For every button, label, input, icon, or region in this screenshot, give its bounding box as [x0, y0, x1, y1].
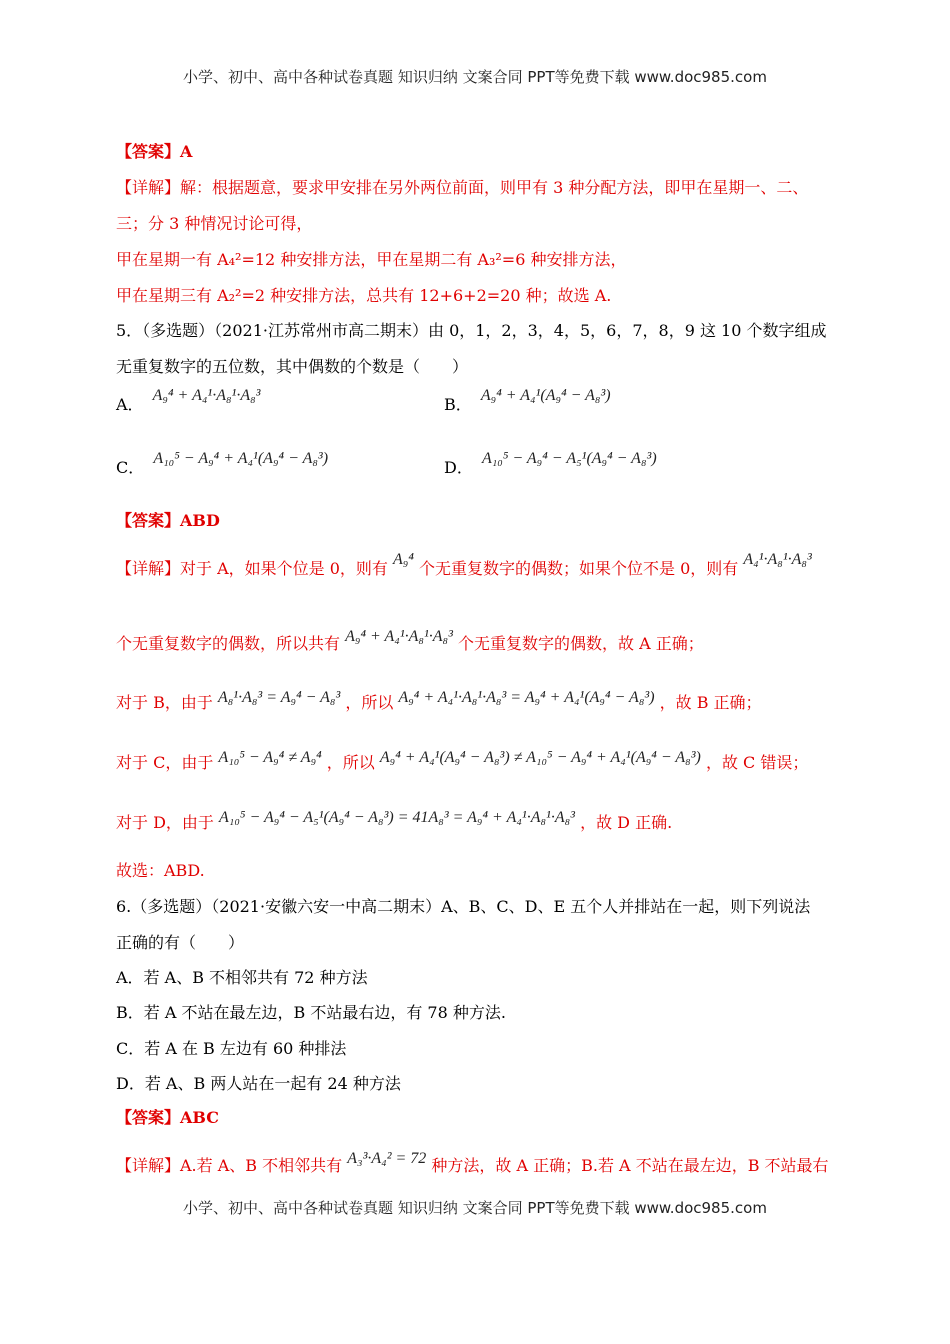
q5-detail-5-text-a: 对于 D，由于 — [116, 813, 214, 832]
option-d-expression: A₁₀⁵ − A₉⁴ − A₅¹(A₉⁴ − A₈³) — [481, 450, 657, 467]
q5-detail-4-expr-2: A₉⁴ + A₄¹(A₉⁴ − A₈³) ≠ A₁₀⁵ − A₉⁴ + A₄¹(A₉⁴ − A₈³) — [379, 749, 701, 766]
q6-stem-line-1: 6.（多选题）（2021·安徽六安一中高二期末）A、B、C、D、E 五个人并排站在一起，则下列说法 — [116, 897, 811, 916]
q4-detail-line-3: 甲在星期一有 A₄²=12 种安排方法，甲在星期二有 A₃²=6 种安排方法， — [116, 250, 627, 269]
page-header: 小学、初中、高中各种试卷真题 知识归纳 文案合同 PPT等免费下载 www.doc985.com — [183, 68, 767, 86]
q5-detail-line-4 — [116, 750, 808, 773]
q6-answer: 【答案】ABC — [116, 1108, 219, 1127]
q6-option-b: B．若 A 不站在最左边，B 不站最右边，有 78 种方法. — [116, 1003, 506, 1022]
q5-option-b — [444, 387, 611, 415]
option-a-label: A． — [116, 395, 144, 414]
q5-detail-line-5 — [116, 810, 672, 833]
q5-detail-4-text-b: ，所以 — [326, 753, 375, 772]
q5-detail-5-expr: A₁₀⁵ − A₉⁴ − A₅¹(A₉⁴ − A₈³) = 41A₈³ = A₉⁴ + A₄¹·A₈¹·A₈³ — [219, 809, 575, 826]
q5-option-a — [116, 387, 261, 415]
q5-detail-2-text-a: 个无重复数字的偶数，所以共有 — [116, 634, 341, 653]
q5-detail-3-text-a: 对于 B，由于 — [116, 693, 213, 712]
q6-detail-1-text-b: 种方法，故 A 正确；B.若 A 不站在最左边，B 不站最右 — [431, 1156, 829, 1175]
q5-detail-4-text-a: 对于 C，由于 — [116, 753, 214, 772]
q4-detail-line-4: 甲在星期三有 A₂²=2 种安排方法，总共有 12+6+2=20 种；故选 A. — [116, 286, 612, 305]
q5-detail-3-text-b: ，所以 — [345, 693, 394, 712]
option-d-label: D． — [444, 458, 473, 477]
q4-detail-line-2: 三；分 3 种情况讨论可得， — [116, 214, 313, 233]
q5-option-c — [116, 450, 329, 478]
q6-option-a: A．若 A、B 不相邻共有 72 种方法 — [116, 968, 368, 987]
q6-option-c: C．若 A 在 B 左边有 60 种排法 — [116, 1039, 347, 1058]
option-c-label: C． — [116, 458, 145, 477]
q5-conclusion: 故选：ABD. — [116, 861, 205, 880]
q5-detail-1-expr-1: A₉⁴ — [393, 551, 414, 568]
q5-detail-4-expr-1: A₁₀⁵ − A₉⁴ ≠ A₉⁴ — [218, 749, 322, 766]
q6-option-d: D．若 A、B 两人站在一起有 24 种方法 — [116, 1074, 401, 1093]
q6-detail-line-1 — [116, 1150, 829, 1176]
q5-detail-2-expr: A₉⁴ + A₄¹·A₈¹·A₈³ — [345, 628, 453, 645]
q5-detail-1-text-a: 【详解】对于 A，如果个位是 0，则有 — [116, 559, 388, 578]
q5-stem-line-1: 5．（多选题）（2021·江苏常州市高二期末）由 0，1，2，3，4，5，6，7，8，9 这 10 个数字组成 — [116, 321, 827, 340]
q5-detail-line-3 — [116, 690, 762, 713]
q6-detail-1-expr: A₃³·A₄² = 72 — [347, 1150, 427, 1167]
q5-detail-line-2 — [116, 628, 704, 654]
q5-answer: 【答案】ABD — [116, 511, 220, 530]
q5-detail-5-text-b: ，故 D 正确. — [580, 813, 673, 832]
q5-detail-2-text-b: 个无重复数字的偶数，故 A 正确； — [458, 634, 704, 653]
option-a-expression: A₉⁴ + A₄¹·A₈¹·A₈³ — [152, 387, 261, 404]
q6-detail-1-text-a: 【详解】A.若 A、B 不相邻共有 — [116, 1156, 343, 1175]
page-footer: 小学、初中、高中各种试卷真题 知识归纳 文案合同 PPT等免费下载 www.doc985.com — [183, 1199, 767, 1217]
q5-stem-line-2: 无重复数字的五位数，其中偶数的个数是（ ） — [116, 357, 469, 376]
option-b-label: B． — [444, 395, 472, 414]
q4-detail-line-1: 【详解】解：根据题意，要求甲安排在另外两位前面，则甲有 3 种分配方法，即甲在星期一、二、 — [116, 178, 809, 197]
q5-detail-3-expr-1: A₈¹·A₈³ = A₉⁴ − A₈³ — [217, 689, 341, 706]
q5-detail-4-text-c: ，故 C 错误； — [705, 753, 809, 772]
q5-detail-line-1 — [116, 551, 812, 579]
q5-option-d — [444, 450, 657, 478]
q6-stem-line-2: 正确的有（ ） — [116, 933, 245, 952]
q5-detail-1-expr-2: A₄¹·A₈¹·A₈³ — [743, 551, 812, 568]
q5-detail-1-text-b: 个无重复数字的偶数；如果个位不是 0，则有 — [419, 559, 739, 578]
q5-detail-3-text-c: ，故 B 正确； — [659, 693, 762, 712]
q4-answer: 【答案】A — [116, 142, 193, 161]
q5-detail-3-expr-2: A₉⁴ + A₄¹·A₈¹·A₈³ = A₉⁴ + A₄¹(A₉⁴ − A₈³) — [398, 689, 655, 706]
option-b-expression: A₉⁴ + A₄¹(A₉⁴ − A₈³) — [480, 387, 611, 404]
option-c-expression: A₁₀⁵ − A₉⁴ + A₄¹(A₉⁴ − A₈³) — [153, 450, 329, 467]
